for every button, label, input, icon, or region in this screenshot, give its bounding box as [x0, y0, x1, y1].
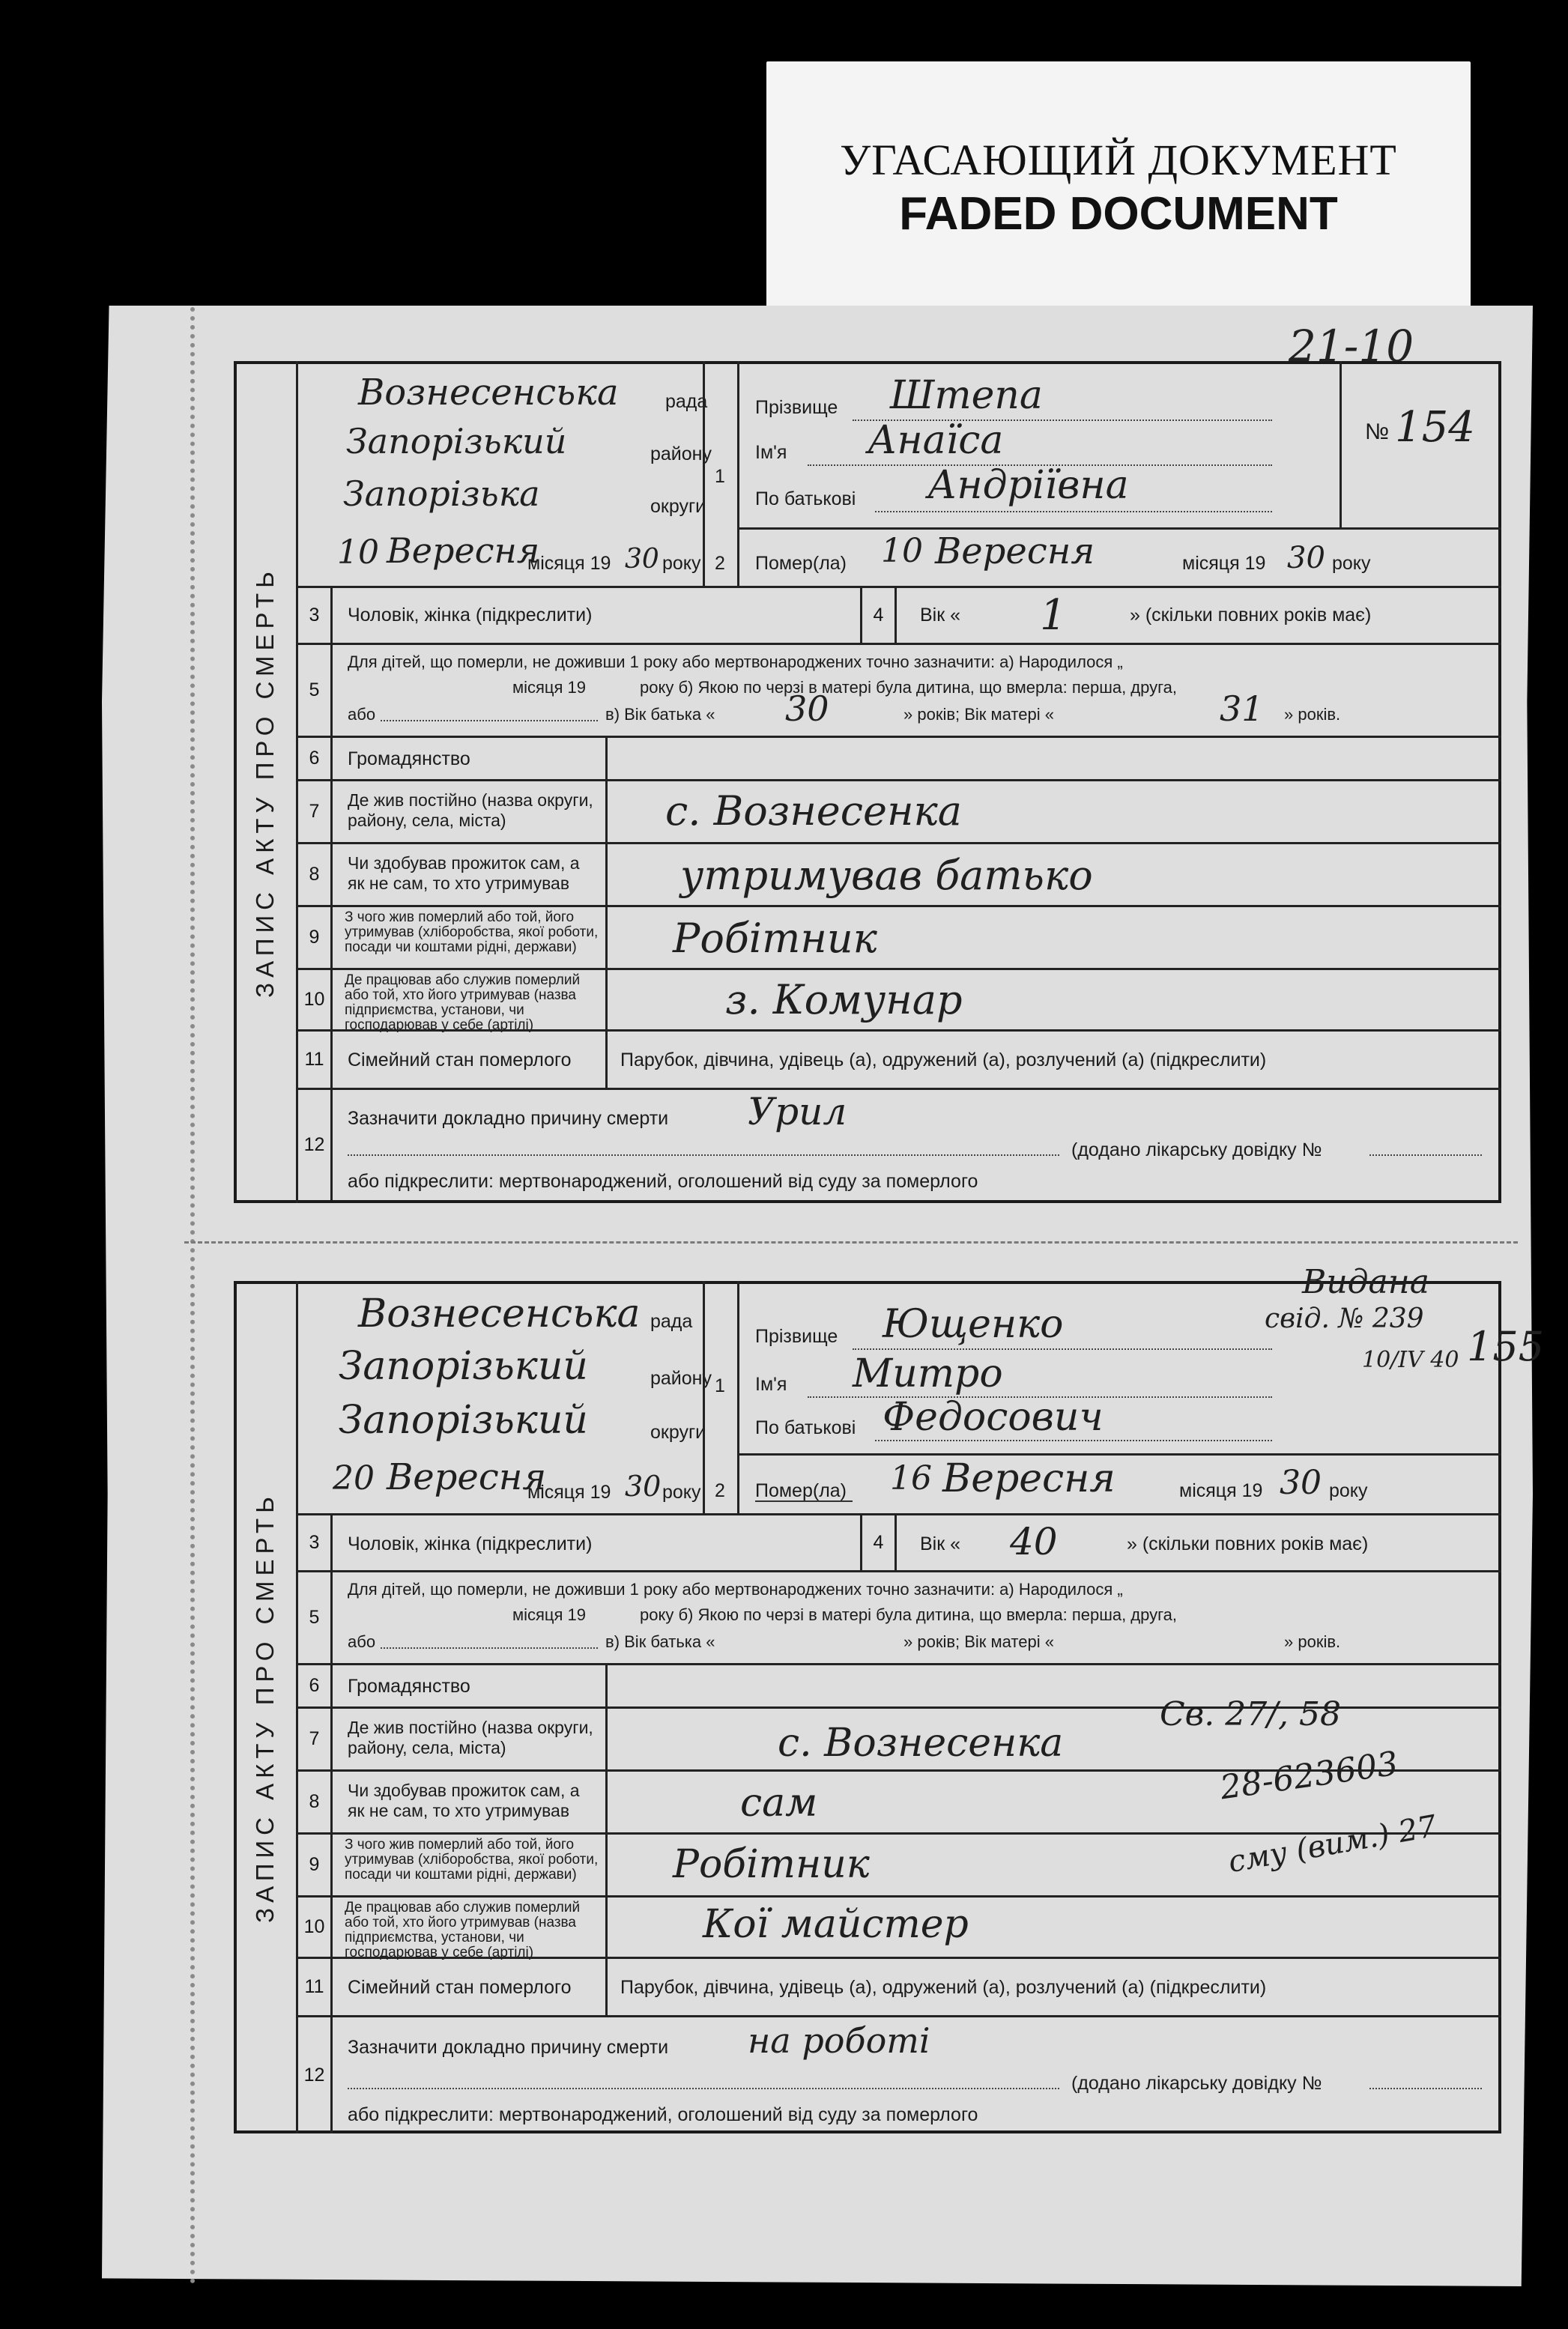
father-age-value: 30 [785, 688, 829, 729]
residence-label: Де жив постійно (назва округи, району, села, міста) [348, 790, 593, 830]
row-number-2: 2 [715, 1480, 725, 1501]
reg-year: 30 [625, 1470, 662, 1503]
cause-cert-line [1369, 1154, 1482, 1156]
header-block [298, 1263, 1545, 1513]
row-residence [298, 779, 1501, 842]
marital-options: Парубок, дівчина, удівець (а), одружений (а), розлучений (а) (підкреслити) [620, 1977, 1267, 1998]
residence-label: Де жив постійно (назва округи, району, села, міста) [348, 1718, 593, 1757]
row-number: 8 [298, 1772, 333, 1832]
row-number: 12 [298, 2017, 333, 2133]
cause-cert-label: (додано лікарську довідку № [1071, 1139, 1322, 1160]
first-name-label: Ім'я [755, 442, 787, 463]
children-line-3c: » років; Вік матері « [903, 1632, 1054, 1651]
header-hline [737, 1453, 1501, 1456]
residence-value: с. Вознесенка [778, 1721, 1064, 1766]
death-month-label: місяця 19 [1182, 553, 1266, 574]
cause-alt-label: або підкреслити: мертвонароджений, оголошений від суду за померлого [348, 1171, 978, 1192]
header-hline [737, 527, 1501, 530]
row-marital [298, 1029, 1501, 1088]
divider [605, 1959, 608, 2015]
header-block [298, 361, 1501, 586]
divider [605, 781, 608, 842]
row-number-1: 1 [715, 1375, 725, 1396]
vertical-title-text: ЗАПИС АКТУ ПРО СМЕРТЬ [250, 1491, 279, 1923]
annotation-side-3: сму (вим.) 27 [1226, 1808, 1440, 1880]
rayon-value: Запорізький [339, 1344, 588, 1389]
patronymic-line [875, 511, 1272, 512]
death-year-label: року [1329, 1480, 1368, 1501]
row-livelihood [298, 1744, 1501, 1832]
row-children [298, 643, 1501, 736]
occupation-value: Робітник [673, 915, 877, 962]
occupation-label: З чого жив померлий або той, його утримував (хліборобства, якої роботи, посади чи коштами рідні, держави) [345, 1837, 599, 1883]
row-number: 6 [298, 1665, 333, 1706]
citizenship-label: Громадянство [348, 748, 470, 769]
children-line-1: Для дітей, що померли, не доживши 1 року або мертвонароджених точно зазначити: а) Народилося „ [348, 1580, 1123, 1599]
row-number: 5 [298, 1572, 333, 1663]
row-number: 3 [298, 588, 333, 643]
age-suffix: » (скільки повних років має) [1130, 605, 1372, 626]
rada-label: рада [665, 391, 708, 412]
row-number-2: 2 [715, 553, 725, 574]
death-label: Помер(ла) [755, 1480, 847, 1501]
death-record-form-1 [234, 361, 1501, 1203]
residence-value: с. Вознесенка [665, 787, 962, 835]
faded-document-stamp [766, 61, 1471, 337]
death-year: 30 [1280, 1464, 1322, 1502]
header-divider [703, 361, 705, 586]
sex-label: Чоловік, жінка (підкреслити) [348, 605, 593, 626]
divider [605, 844, 608, 905]
divider [605, 1032, 608, 1088]
tear-line [184, 1241, 1518, 1254]
reg-year-label: року [662, 1482, 701, 1503]
marital-options: Парубок, дівчина, удівець (а), одружений (а), розлучений (а) (підкреслити) [620, 1050, 1267, 1070]
children-line-3c: » років; Вік матері « [903, 705, 1054, 724]
workplace-value: з. Комунар [725, 976, 963, 1023]
stamp-text-russian: УГАСАЮЩИЙ ДОКУМЕНТ [840, 136, 1397, 184]
row-cause [298, 1088, 1501, 1200]
workplace-label: Де працював або служив померлий або той, хто його утримував (назва підприємства, установи, чи господарював у себе (артілі) [345, 1900, 581, 1960]
corner-handwritten-note: 21-10 [1289, 321, 1414, 372]
divider [605, 907, 608, 968]
death-label: Помер(ла) [755, 553, 847, 574]
occupation-value: Робітник [673, 1842, 870, 1887]
surname-label: Прізвище [755, 397, 838, 418]
divider [605, 738, 608, 779]
rayon-value: Запорізький [346, 421, 567, 461]
children-line-2b: року б) Якою по черзі в матері була дитина, що вмерла: перша, друга, [640, 1605, 1178, 1624]
children-dots [381, 720, 598, 721]
age-value: 40 [1010, 1520, 1058, 1563]
row-number: 11 [298, 1032, 333, 1088]
vertical-title [234, 1281, 298, 2133]
children-line-2: місяця 19 [512, 1605, 587, 1624]
rada-value: Вознесенська [358, 1291, 641, 1336]
children-line-3d: » років. [1284, 1632, 1341, 1651]
stamp-text-english: FADED DOCUMENT [899, 188, 1338, 240]
row-children [298, 1570, 1501, 1663]
patronymic-label: По батькові [755, 1417, 856, 1438]
row-workplace [298, 968, 1501, 1033]
death-year: 30 [1287, 541, 1325, 575]
children-line-3b: в) Вік батька « [605, 705, 715, 724]
death-day: 16 [890, 1459, 932, 1497]
sex-label: Чоловік, жінка (підкреслити) [348, 1533, 593, 1554]
workplace-label: Де працював або служив померлий або той, хто його утримував (назва підприємства, установи, чи господарював у себе (артілі) [345, 972, 581, 1033]
row-marital [298, 1957, 1501, 2015]
surname-value: Ющенко [883, 1302, 1064, 1347]
children-line-3a: або [348, 1632, 376, 1651]
row-number: 6 [298, 738, 333, 779]
age-label: Вік « [920, 605, 961, 626]
children-line-3d: » років. [1284, 705, 1341, 724]
cause-label: Зазначити докладно причину смерти [348, 2037, 669, 2058]
surname-label: Прізвище [755, 1326, 838, 1347]
patronymic-label: По батькові [755, 488, 856, 509]
cause-label: Зазначити докладно причину смерти [348, 1108, 669, 1129]
reg-month: Вересня [387, 530, 540, 571]
row-number: 7 [298, 1709, 333, 1769]
row-occupation [298, 1808, 1501, 1895]
death-month: Вересня [935, 530, 1095, 572]
cause-line [348, 1154, 1059, 1156]
livelihood-value: сам [740, 1781, 818, 1826]
cause-alt-label: або підкреслити: мертвонароджений, оголошений від суду за померлого [348, 2104, 978, 2125]
children-line-1: Для дітей, що померли, не доживши 1 року або мертвонароджених точно зазначити: а) Народилося „ [348, 652, 1123, 671]
row-number: 4 [862, 1515, 897, 1570]
rayon-label: району [650, 443, 712, 464]
first-name-label: Ім'я [755, 1374, 787, 1395]
livelihood-value: утримував батько [680, 852, 1093, 899]
citizenship-label: Громадянство [348, 1676, 470, 1697]
row-number: 10 [298, 1898, 333, 1957]
annotation-issued: Видана [1302, 1263, 1430, 1301]
occupation-label: З чого жив померлий або той, його утримував (хліборобства, якої роботи, посади чи коштами рідні, держави) [345, 909, 599, 955]
rada-value: Вознесенська [358, 372, 619, 414]
divider [605, 970, 608, 1029]
livelihood-label: Чи здобував прожиток сам, а як не сам, то хто утримував [348, 853, 580, 893]
annotation-certificate: свід. № 239 [1265, 1303, 1424, 1334]
vertical-title-text: ЗАПИС АКТУ ПРО СМЕРТЬ [250, 566, 279, 998]
row-number: 4 [862, 588, 897, 643]
reg-day: 20 [333, 1459, 375, 1497]
vertical-title [234, 361, 298, 1203]
row-sex-age [298, 1513, 1501, 1570]
patronymic-value: Федосович [883, 1395, 1104, 1440]
rada-label: рада [650, 1311, 693, 1332]
row-cause [298, 2015, 1501, 2133]
patronymic-line [875, 1440, 1272, 1441]
okruga-label: округи [650, 1422, 706, 1443]
surname-value: Штепа [890, 373, 1043, 418]
row-occupation [298, 905, 1501, 968]
death-day: 10 [881, 532, 923, 570]
death-record-form-2 [234, 1263, 1545, 2133]
workplace-value: Кої майстер [703, 1902, 969, 1947]
reg-month-label: місяця 19 [527, 553, 611, 574]
divider [605, 1665, 608, 1706]
children-line-2b: року б) Якою по черзі в матері була дитина, що вмерла: перша, друга, [640, 678, 1178, 697]
death-underline [755, 1500, 853, 1502]
death-month: Вересня [942, 1456, 1116, 1501]
age-value: 1 [1040, 591, 1067, 640]
record-number-value: 154 [1395, 403, 1475, 452]
first-name-value: Анаїса [868, 418, 1004, 463]
row-number: 11 [298, 1959, 333, 2015]
row-number: 3 [298, 1515, 333, 1570]
number-divider [1340, 361, 1342, 527]
death-year-label: року [1332, 553, 1371, 574]
divider [605, 1709, 608, 1769]
reg-year: 30 [625, 544, 659, 575]
divider [605, 1898, 608, 1957]
row-number: 5 [298, 645, 333, 736]
marital-label: Сімейний стан померлого [348, 1977, 572, 1998]
reg-month: Вересня [387, 1456, 547, 1498]
reg-month-label: місяця 19 [527, 1482, 611, 1503]
row-livelihood [298, 842, 1501, 905]
row-number: 8 [298, 844, 333, 905]
divider [605, 1835, 608, 1895]
okruga-label: округи [650, 496, 706, 517]
children-dots [381, 1647, 598, 1649]
age-label: Вік « [920, 1533, 961, 1554]
cause-line [348, 2088, 1059, 2089]
mother-age-value: 31 [1220, 688, 1264, 729]
children-line-3a: або [348, 705, 376, 724]
header-divider [703, 1281, 705, 1513]
surname-line [853, 1348, 1272, 1350]
header-divider-2 [737, 1281, 739, 1513]
row-number: 7 [298, 781, 333, 842]
children-line-2: місяця 19 [512, 678, 587, 697]
cause-cert-label: (додано лікарську довідку № [1071, 2073, 1322, 2094]
okruga-value: Запорізький [339, 1398, 588, 1443]
row-number: 9 [298, 907, 333, 968]
cause-value: Урил [748, 1090, 847, 1133]
annotation-date: 10/IV 40 [1362, 1347, 1459, 1373]
livelihood-label: Чи здобував прожиток сам, а як не сам, то хто утримував [348, 1781, 580, 1820]
annotation-side-1: Св. 27/, 58 [1160, 1695, 1342, 1733]
record-number-prefix: № [1365, 420, 1390, 444]
record-number-value: 155 [1467, 1323, 1545, 1370]
row-number: 12 [298, 1090, 333, 1200]
age-suffix: » (скільки повних років має) [1127, 1533, 1369, 1554]
okruga-value: Запорізька [343, 473, 540, 514]
cause-cert-line [1369, 2088, 1482, 2089]
row-number: 9 [298, 1835, 333, 1895]
reg-day: 10 [337, 533, 379, 572]
annotation-side-2: 28-623603 [1217, 1744, 1401, 1808]
row-sex-age [298, 586, 1501, 643]
children-line-3b: в) Вік батька « [605, 1632, 715, 1651]
divider [605, 1772, 608, 1832]
marital-label: Сімейний стан померлого [348, 1050, 572, 1070]
perforation-line [190, 307, 195, 2285]
patronymic-value: Андріївна [927, 463, 1129, 508]
row-citizenship [298, 736, 1501, 779]
first-name-value: Митро [853, 1351, 1003, 1396]
row-number-1: 1 [715, 466, 725, 487]
cause-value: на роботі [748, 2020, 930, 2061]
row-number: 10 [298, 970, 333, 1029]
row-workplace [298, 1895, 1501, 1960]
rayon-label: району [650, 1368, 712, 1389]
header-divider-2 [737, 361, 739, 586]
death-month-label: місяця 19 [1179, 1480, 1263, 1501]
reg-year-label: року [662, 553, 701, 574]
